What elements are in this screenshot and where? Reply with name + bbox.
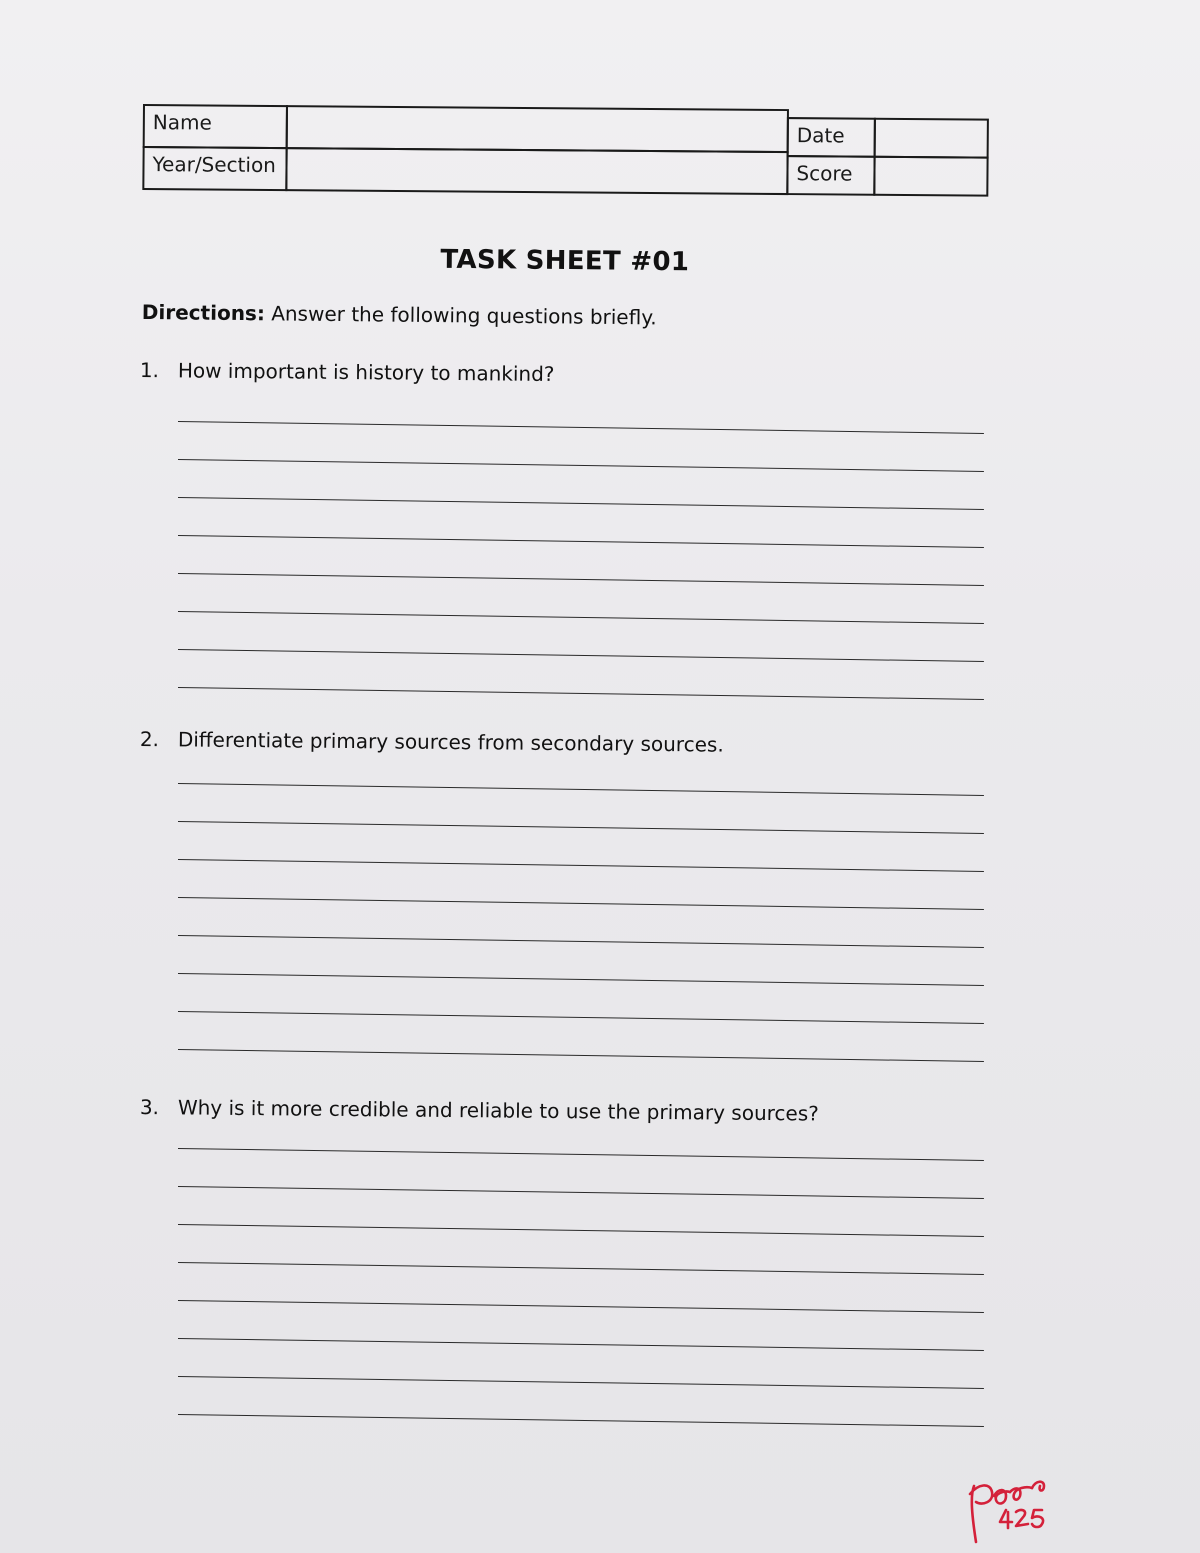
answer-line[interactable] <box>178 1186 984 1199</box>
answer-line[interactable] <box>178 935 984 948</box>
score-field[interactable] <box>873 156 988 197</box>
answer-line[interactable] <box>178 459 984 472</box>
page-title: TASK SHEET #01 <box>440 244 690 278</box>
question-2 <box>140 727 724 757</box>
question-text: How important is history to mankind? <box>177 358 555 386</box>
answer-line[interactable] <box>178 611 984 624</box>
answer-line[interactable] <box>178 1148 984 1161</box>
answer-line[interactable] <box>178 1414 984 1427</box>
answer-line[interactable] <box>178 897 984 910</box>
date-label: Date <box>787 117 876 158</box>
answer-line[interactable] <box>178 1011 984 1024</box>
question-text: Differentiate primary sources from secondary sources. <box>177 727 724 757</box>
answer-line[interactable] <box>178 1224 984 1237</box>
answer-line[interactable] <box>178 1049 984 1062</box>
answer-line[interactable] <box>178 687 984 700</box>
answer-line[interactable] <box>178 535 984 548</box>
score-label: Score <box>786 155 875 196</box>
name-label: Name <box>143 104 288 149</box>
year-section-field[interactable] <box>285 147 788 195</box>
question-number: 1. <box>139 358 160 383</box>
signature <box>960 1466 1060 1546</box>
year-section-label: Year/Section <box>142 146 287 191</box>
answer-line[interactable] <box>178 1376 984 1389</box>
question-text: Why is it more credible and reliable to use the primary sources? <box>177 1095 819 1126</box>
directions <box>142 300 657 329</box>
directions-label: Directions: <box>141 300 266 326</box>
question-number: 2. <box>139 727 160 752</box>
directions-text: Answer the following questions briefly. <box>271 301 657 330</box>
answer-line[interactable] <box>178 783 984 796</box>
answer-line[interactable] <box>178 649 984 662</box>
name-field[interactable] <box>286 105 789 153</box>
answer-line[interactable] <box>178 421 984 434</box>
answer-line[interactable] <box>178 497 984 510</box>
question-3 <box>140 1095 819 1126</box>
answer-line[interactable] <box>178 821 984 834</box>
answer-line[interactable] <box>178 573 984 586</box>
answer-line[interactable] <box>178 1262 984 1275</box>
date-field[interactable] <box>874 118 989 159</box>
answer-line[interactable] <box>178 1300 984 1313</box>
answer-line[interactable] <box>178 973 984 986</box>
answer-line[interactable] <box>178 859 984 872</box>
student-info-table <box>142 104 989 197</box>
question-1 <box>140 358 555 386</box>
question-number: 3. <box>139 1095 160 1120</box>
answer-line[interactable] <box>178 1338 984 1351</box>
